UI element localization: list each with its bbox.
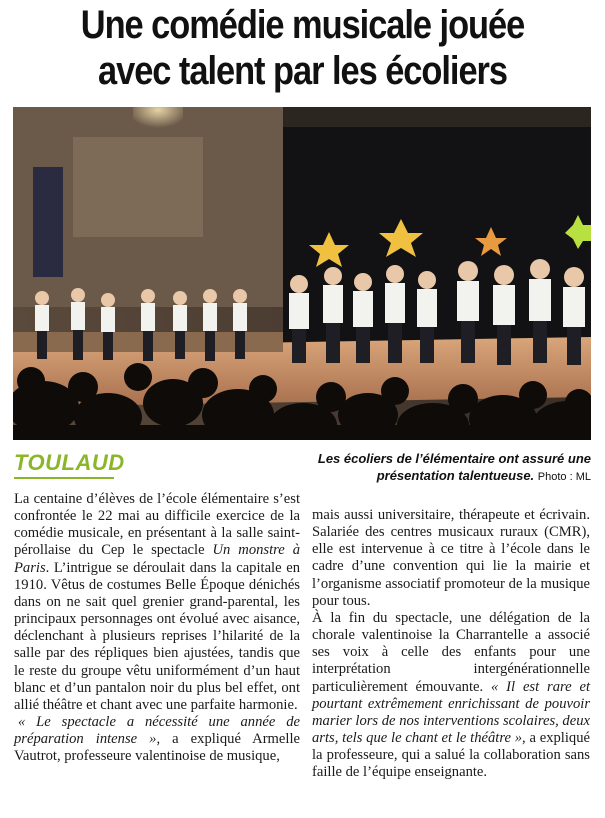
column-2-paragraph-1: mais aussi universitaire, thérapeute et écrivain. Salariée des centres musicaux ruraux (CMR), elle est intervenue à ce titre à l’école dans le cadre d’une convention qui lie la mairie et l’organisme associatif promoteur de la musique pour tous. [312, 507, 590, 609]
article-photo [13, 107, 591, 440]
caption-text: Les écoliers de l’élémentaire ont assuré une présentation talentueuse. [317, 451, 591, 483]
stage-photo-illustration [13, 107, 591, 440]
quote-2: « Il est rare et pourtant extrêmement enrichissant de pouvoir marier lors de nos interventions scolaires, deux arts, tels que le chant et le théâtre » [312, 678, 590, 747]
quote-1: « Le spectacle a nécessité une année de préparation intense » [14, 714, 300, 748]
location-underline [14, 477, 114, 479]
column-1-paragraph-2: « Le spectacle a nécessité une année de préparation intense », a expliqué Armelle Vautrot, professeure valentinoise de musique, [14, 714, 300, 765]
article-column-2 [312, 507, 590, 782]
headline [42, 2, 562, 94]
article-column-1 [14, 491, 300, 766]
headline-line-1: Une comédie musicale jouée [80, 3, 525, 47]
photo-caption [306, 450, 591, 486]
photo-credit: Photo : ML [537, 471, 591, 483]
show-title: Un monstre à Paris [14, 542, 300, 576]
column-1-paragraph-1: La centaine d’élèves de l’école élémentaire s’est confrontée le 22 mai au difficile exercice de la comédie musicale, en présentant à la salle saint-pérollaise du Cep le spectacle Un monstre à Paris. L’intrigue se déroulait dans la capitale en 1910. Vêtus de costumes Belle Époque dénichés dans on ne sait quel grenier grand-parental, les principaux personnages ont évolué avec aisance, déclenchant à plusieurs reprises l’hilarité de la salle par des répliques bien ajustées, tandis que le reste du groupe vêtu uniformément d’un haut blanc et d’un pantalon noir du plus bel effet, ont allié théâtre et chant avec une parfaite harmonie. [14, 491, 300, 713]
location-label: TOULAUD [14, 450, 125, 475]
headline-line-2: avec talent par les écoliers [97, 49, 508, 93]
column-2-paragraph-2: À la fin du spectacle, une délégation de la chorale valentinoise la Charrantelle a associé ses voix à celle des enfants pour une interprétation intergénérationnelle particulièrement émouvante. « Il est rare et pourtant extrêmement enrichissant de pouvoir marier lors de nos interventions scolaires, deux arts, tels que le chant et le théâtre », a expliqué la professeure, qui a salué la collaboration sans faille de l’équipe enseignante. [312, 609, 590, 781]
